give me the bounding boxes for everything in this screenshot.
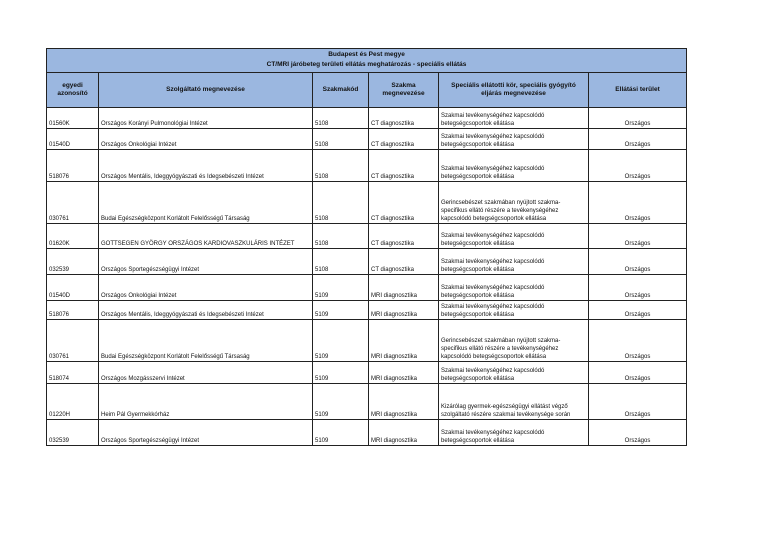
cell-specialty: CT diagnosztika — [369, 224, 439, 249]
cell-special-care: Szakmai tevékenységéhez kapcsolódó betegségcsoportok ellátása — [439, 249, 589, 275]
col-header-specialty: Szakma megnevezése — [369, 73, 439, 108]
cell-area: Országos — [589, 150, 687, 182]
cell-special-care: Gerincsebészet szakmában nyújtott szakma-specifikus ellátó részére a tevékenységéhez kapcsolódó betegségcsoportok ellátása — [439, 182, 589, 224]
header-row — [47, 73, 687, 108]
cell-specialty: CT diagnosztika — [369, 108, 439, 129]
cell-id: 518076 — [47, 301, 99, 320]
cell-code: 5108 — [313, 129, 369, 150]
cell-provider: Országos Mentális, Ideggyógyászati és Idegsebészeti Intézet — [99, 301, 313, 320]
cell-id: 030761 — [47, 320, 99, 362]
table-row — [47, 420, 687, 446]
cell-code: 5109 — [313, 320, 369, 362]
cell-special-care: Szakmai tevékenységéhez kapcsolódó betegségcsoportok ellátása — [439, 224, 589, 249]
cell-area: Országos — [589, 362, 687, 384]
cell-provider: Országos Mozgásszervi Intézet — [99, 362, 313, 384]
col-header-code: Szakmakód — [313, 73, 369, 108]
cell-provider: Országos Sportegészségügyi Intézet — [99, 249, 313, 275]
table-body — [47, 108, 687, 446]
cell-specialty: CT diagnosztika — [369, 182, 439, 224]
cell-code: 5108 — [313, 108, 369, 129]
spreadsheet — [46, 48, 686, 446]
cell-specialty: MRI diagnosztika — [369, 301, 439, 320]
cell-specialty: CT diagnosztika — [369, 249, 439, 275]
cell-code: 5108 — [313, 182, 369, 224]
cell-specialty: CT diagnosztika — [369, 129, 439, 150]
cell-specialty: MRI diagnosztika — [369, 384, 439, 420]
cell-code: 5109 — [313, 420, 369, 446]
cell-special-care: Kizárólag gyermek-egészségügyi ellátást végző szolgáltató részére szakmai tevékenysége során — [439, 384, 589, 420]
cell-id: 01560K — [47, 108, 99, 129]
cell-provider: Országos Korányi Pulmonológiai Intézet — [99, 108, 313, 129]
sheet-subtitle: CT/MRI járóbeteg területi ellátás meghatározás - speciális ellátás — [47, 60, 687, 73]
col-header-id: egyedi azonosító — [47, 73, 99, 108]
cell-area: Országos — [589, 182, 687, 224]
table-row — [47, 129, 687, 150]
cell-area: Országos — [589, 249, 687, 275]
cell-special-care: Gerincsebészet szakmában nyújtott szakma-specifikus ellátó részére a tevékenységéhez kapcsolódó betegségcsoportok ellátása — [439, 320, 589, 362]
cell-id: 032539 — [47, 249, 99, 275]
cell-area: Országos — [589, 320, 687, 362]
cell-special-care: Szakmai tevékenységéhez kapcsolódó betegségcsoportok ellátása — [439, 362, 589, 384]
col-header-special-care: Speciális ellátotti kör, speciális gyógyító eljárás megnevezése — [439, 73, 589, 108]
subtitle-row — [47, 60, 687, 73]
cell-special-care: Szakmai tevékenységéhez kapcsolódó betegségcsoportok ellátása — [439, 420, 589, 446]
cell-provider: Országos Sportegészségügyi Intézet — [99, 420, 313, 446]
cell-code: 5108 — [313, 249, 369, 275]
table-row — [47, 249, 687, 275]
cell-area: Országos — [589, 108, 687, 129]
cell-id: 032539 — [47, 420, 99, 446]
cell-code: 5108 — [313, 150, 369, 182]
cell-specialty: MRI diagnosztika — [369, 320, 439, 362]
cell-provider: Országos Onkológiai Intézet — [99, 275, 313, 301]
cell-code: 5108 — [313, 224, 369, 249]
sheet-title: Budapest és Pest megye — [47, 49, 687, 61]
cell-area: Országos — [589, 420, 687, 446]
cell-area: Országos — [589, 129, 687, 150]
cell-special-care: Szakmai tevékenységéhez kapcsolódó betegségcsoportok ellátása — [439, 108, 589, 129]
cell-code: 5109 — [313, 301, 369, 320]
cell-provider: Budai Egészségközpont Korlátolt Felelősségű Társaság — [99, 182, 313, 224]
cell-area: Országos — [589, 224, 687, 249]
cell-provider: Heim Pál Gyermekkórház — [99, 384, 313, 420]
table-row — [47, 320, 687, 362]
cell-code: 5109 — [313, 384, 369, 420]
table-row — [47, 301, 687, 320]
table-row — [47, 224, 687, 249]
cell-provider: Budai Egészségközpont Korlátolt Felelősségű Társaság — [99, 320, 313, 362]
data-table — [46, 48, 687, 446]
table-row — [47, 150, 687, 182]
cell-provider: Országos Onkológiai Intézet — [99, 129, 313, 150]
cell-specialty: MRI diagnosztika — [369, 362, 439, 384]
cell-specialty: MRI diagnosztika — [369, 420, 439, 446]
cell-special-care: Szakmai tevékenységéhez kapcsolódó betegségcsoportok ellátása — [439, 129, 589, 150]
title-row — [47, 49, 687, 61]
cell-provider: Országos Mentális, Ideggyógyászati és Idegsebészeti Intézet — [99, 150, 313, 182]
cell-provider: GOTTSEGEN GYÖRGY ORSZÁGOS KARDIOVASZKULÁRIS INTÉZET — [99, 224, 313, 249]
cell-special-care: Szakmai tevékenységéhez kapcsolódó betegségcsoportok ellátása — [439, 301, 589, 320]
cell-id: 01540D — [47, 129, 99, 150]
cell-id: 518074 — [47, 362, 99, 384]
table-row — [47, 362, 687, 384]
cell-specialty: CT diagnosztika — [369, 150, 439, 182]
cell-id: 01220H — [47, 384, 99, 420]
table-row — [47, 275, 687, 301]
cell-special-care: Szakmai tevékenységéhez kapcsolódó betegségcsoportok ellátása — [439, 275, 589, 301]
cell-id: 030761 — [47, 182, 99, 224]
cell-area: Országos — [589, 275, 687, 301]
cell-id: 01620K — [47, 224, 99, 249]
cell-specialty: MRI diagnosztika — [369, 275, 439, 301]
col-header-area: Ellátási terület — [589, 73, 687, 108]
cell-area: Országos — [589, 301, 687, 320]
cell-special-care: Szakmai tevékenységéhez kapcsolódó betegségcsoportok ellátása — [439, 150, 589, 182]
cell-id: 518076 — [47, 150, 99, 182]
cell-area: Országos — [589, 384, 687, 420]
table-row — [47, 108, 687, 129]
table-row — [47, 182, 687, 224]
cell-code: 5109 — [313, 362, 369, 384]
col-header-provider: Szolgáltató megnevezése — [99, 73, 313, 108]
cell-code: 5109 — [313, 275, 369, 301]
table-row — [47, 384, 687, 420]
cell-id: 01540D — [47, 275, 99, 301]
